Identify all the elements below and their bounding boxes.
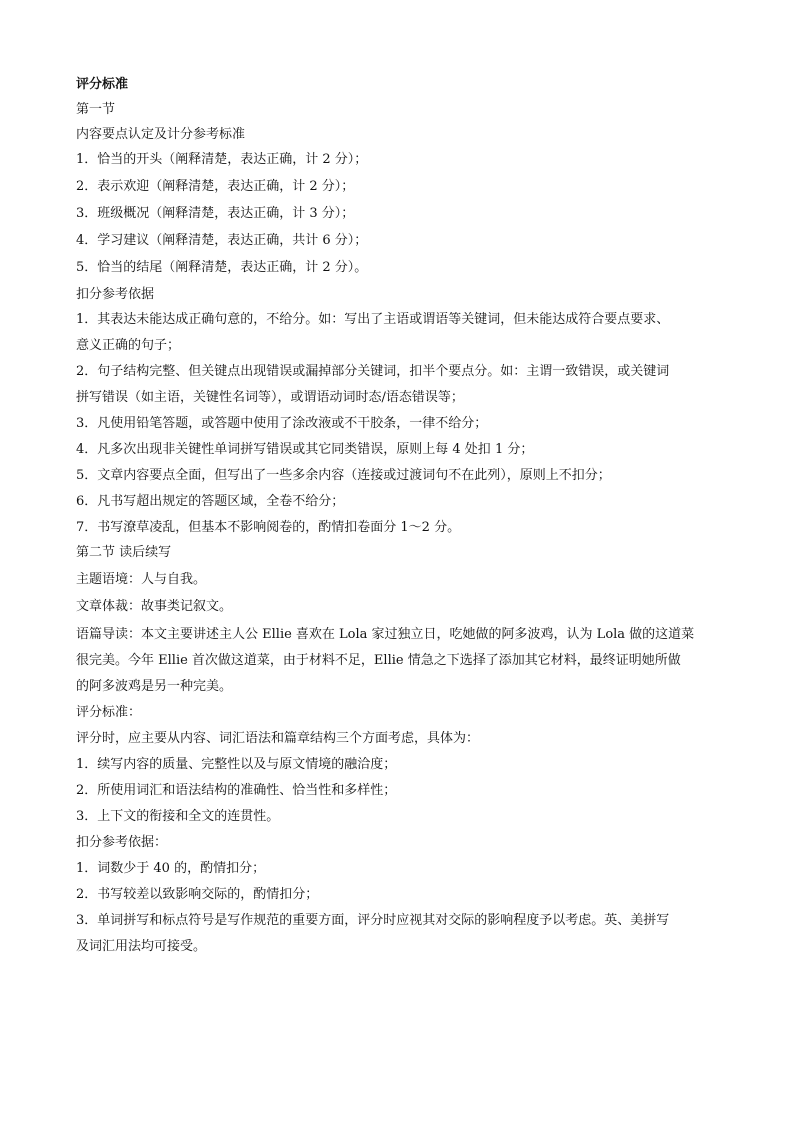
criteria-item: 2．所使用词汇和语法结构的准确性、恰当性和多样性； [76,783,397,798]
point-item: 3．班级概况（阐释清楚，表达正确，计 3 分）； [76,206,355,221]
point-item: 5．恰当的结尾（阐释清楚，表达正确，计 2 分）。 [76,260,368,275]
deduction-line: 5．文章内容要点全面，但写出了一些多余内容（连接或过渡词句不在此列），原则上不扣分； [76,468,611,483]
deduction-line: 1．词数少于 40 的，酌情扣分； [76,861,266,876]
section-1 [76,100,726,537]
section-2-theme: 主题语境：人与自我。 [76,572,207,587]
deduction-line: 2．句子结构完整、但关键点出现错误或漏掉部分关键词，扣半个要点分。如：主谓一致错误，或关键词 [76,364,670,379]
deduction-line: 7．书写潦草凌乱，但基本不影响阅卷的，酌情扣卷面分 1～2 分。 [76,520,461,535]
deduction-line: 及词汇用法均可接受。 [76,939,207,954]
section-2 [76,543,726,960]
deduction-line: 4．凡多次出现非关键性单词拼写错误或其它同类错误，原则上每 4 处扣 1 分； [76,442,534,457]
deduction-line: 意义正确的句子； [76,338,181,353]
deduction-line: 拼写错误（如主语，关键性名词等），或谓语动词时态/语态错误等； [76,390,464,405]
section-2-criteria [76,700,726,960]
document-title: 评分标准 [76,77,129,92]
deduction-line: 2．书写较差以致影响交际的，酌情扣分； [76,887,319,902]
section-2-genre: 文章体裁：故事类记叙文。 [76,599,233,614]
criteria-heading: 评分标准： [76,705,142,720]
section-1-subheading: 内容要点认定及计分参考标准 [76,127,246,142]
criteria-item: 1．续写内容的质量、完整性以及与原文情境的融洽度； [76,757,397,772]
point-item: 1．恰当的开头（阐释清楚，表达正确，计 2 分）； [76,152,368,167]
guide-line: 语篇导读：本文主要讲述主人公 Ellie 喜欢在 Lola 家过独立日，吃她做的阿多波鸡，认为 Lola 做的这道菜 [76,627,695,642]
section-1-points [76,150,726,277]
deduction-line: 3．凡使用铅笔答题，或答题中使用了涂改液或不干胶条，一律不给分； [76,416,488,431]
point-item: 2．表示欢迎（阐释清楚，表达正确，计 2 分）； [76,179,355,194]
criteria-intro: 评分时，应主要从内容、词汇语法和篇章结构三个方面考虑，具体为： [76,731,480,746]
deduction-line: 1．其表达未能达成正确句意的，不给分。如：写出了主语或谓语等关键词，但未能达成符合要点要求、 [76,312,670,327]
section-1-deductions [76,310,726,537]
guide-line: 的阿多波鸡是另一种完美。 [76,679,233,694]
section-2-heading: 第二节 读后续写 [76,545,172,560]
section-1-deduction-heading: 扣分参考依据 [76,287,155,302]
guide-line: 很完美。今年 Ellie 首次做这道菜，由于材料不足，Ellie 情急之下选择了添加其它材料，最终证明她所做 [76,653,681,668]
point-item: 4．学习建议（阐释清楚，表达正确，共计 6 分）； [76,233,368,248]
criteria-item: 3．上下文的衔接和全文的连贯性。 [76,809,280,824]
document-content [76,75,726,960]
section-1-heading: 第一节 [76,102,116,117]
section-2-deduction-heading: 扣分参考依据： [76,835,168,850]
deduction-line: 3．单词拼写和标点符号是写作规范的重要方面，评分时应视其对交际的影响程度予以考虑。英、美拼写 [76,913,670,928]
deduction-line: 6．凡书写超出规定的答题区域，全卷不给分； [76,494,345,509]
section-2-guide [76,622,726,700]
